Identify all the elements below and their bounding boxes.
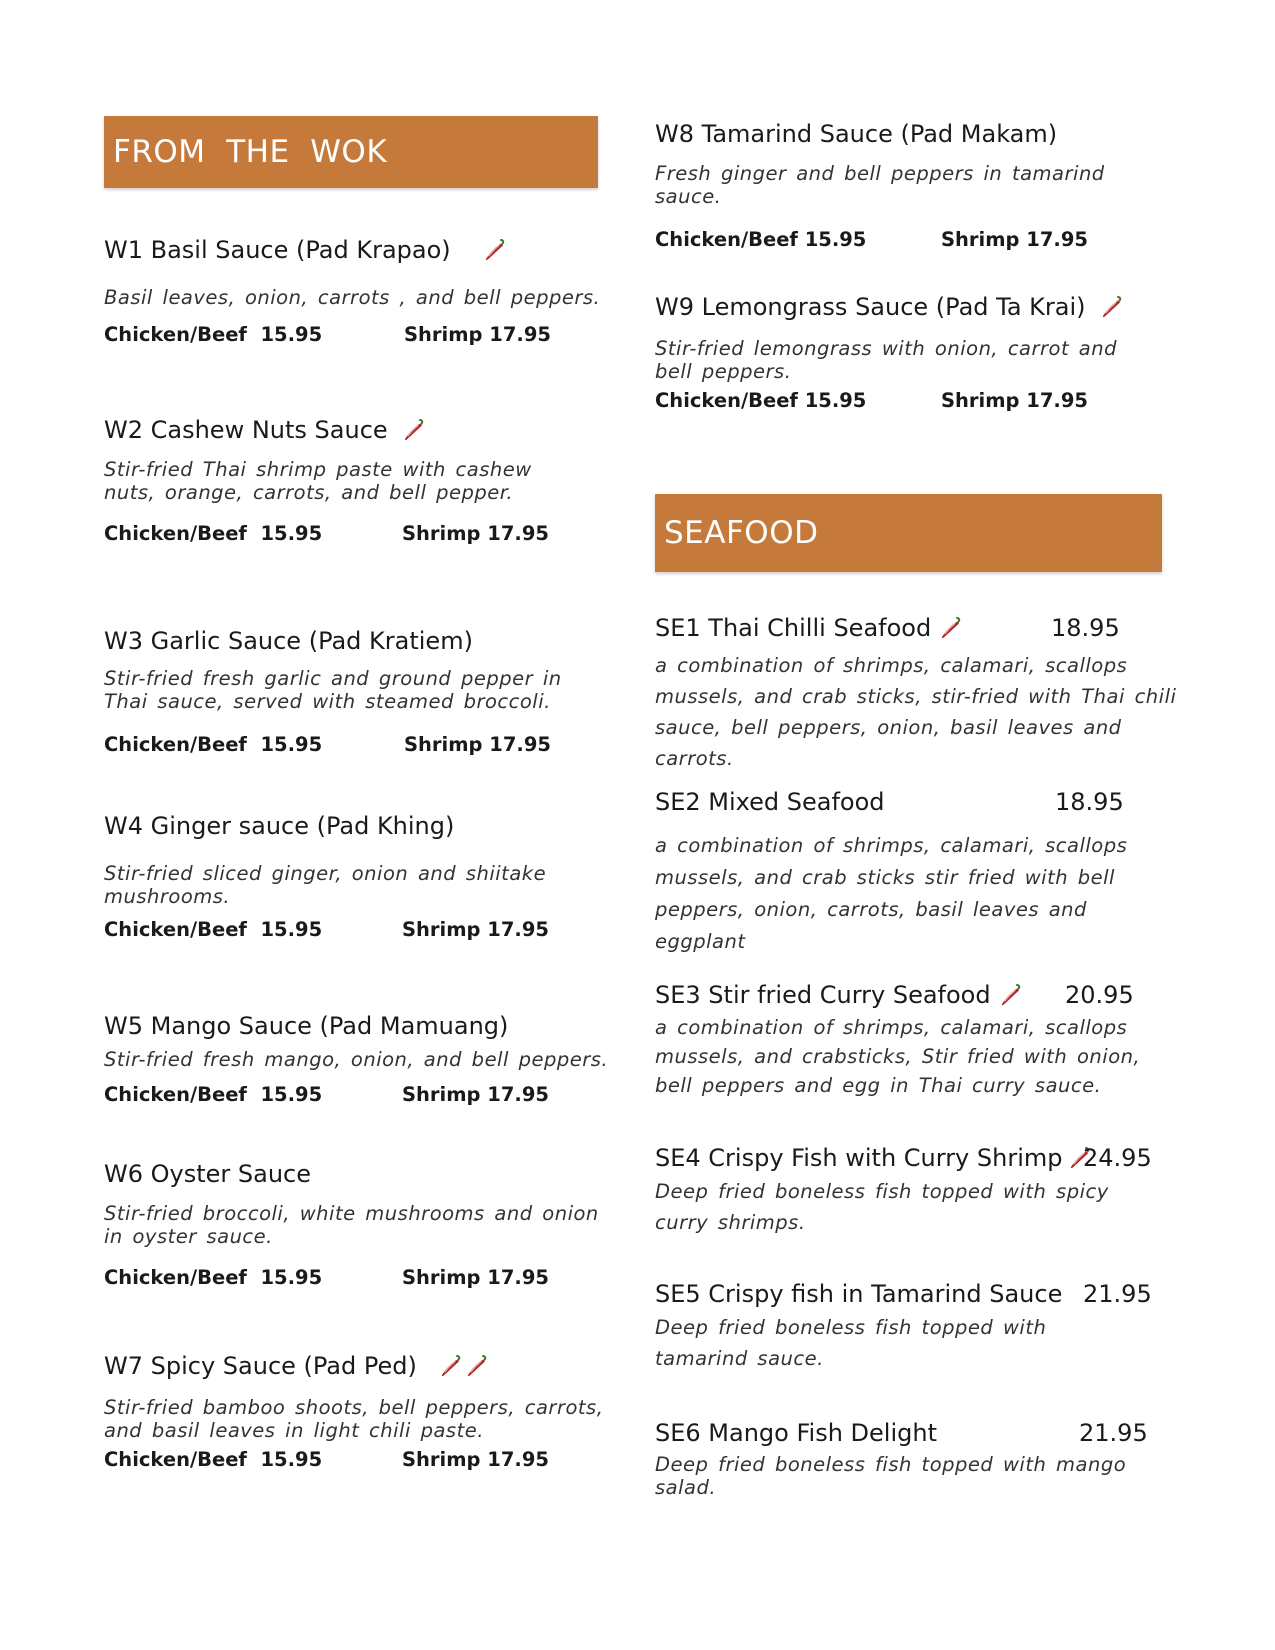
menu-item-w9	[655, 293, 1175, 415]
item-title: SE5 Crispy fish in Tamarind Sauce	[655, 1280, 1063, 1308]
item-prices	[104, 522, 624, 548]
price-shrimp: Shrimp 17.95	[402, 1266, 549, 1289]
item-description: a combination of shrimps, calamari, scallops mussels, and crabsticks, Stir fried with onion, bell peppers and egg in Thai curry sauce.	[655, 1016, 1141, 1097]
item-title: W7 Spicy Sauce (Pad Ped)	[104, 1352, 417, 1380]
item-prices	[104, 1083, 624, 1109]
price-shrimp: Shrimp 17.95	[941, 389, 1088, 412]
item-title: SE4 Crispy Fish with Curry Shrimp	[655, 1144, 1063, 1172]
price-shrimp: Shrimp 17.95	[402, 1083, 549, 1106]
menu-item-w2	[104, 416, 624, 548]
menu-item-se6	[655, 1419, 1185, 1499]
section-header-wok	[104, 116, 598, 188]
item-price: 21.95	[1083, 1280, 1152, 1308]
item-description: Deep fried boneless fish topped with mango salad.	[655, 1453, 1127, 1499]
item-description: a combination of shrimps, calamari, scallops mussels, and crab sticks stir fried with bell peppers, onion, carrots, basil leaves and eggplant	[655, 834, 1128, 953]
item-title: SE3 Stir fried Curry Seafood	[655, 981, 991, 1009]
item-price: 20.95	[1065, 981, 1134, 1009]
item-title: W4 Ginger sauce (Pad Khing)	[104, 812, 455, 840]
item-description: Stir-fried fresh mango, onion, and bell peppers.	[104, 1048, 609, 1071]
item-price: 18.95	[1051, 614, 1120, 642]
price-shrimp: Shrimp 17.95	[402, 522, 549, 545]
item-prices	[104, 733, 624, 759]
item-title: SE1 Thai Chilli Seafood	[655, 614, 932, 642]
chili-icon	[481, 237, 507, 263]
item-description: a combination of shrimps, calamari, scallops mussels, and crab sticks, stir-fried with Thai chili sauce, bell peppers, onion, basil leaves and carrots.	[655, 654, 1177, 770]
item-prices	[655, 389, 1175, 415]
menu-item-w1	[104, 236, 624, 349]
price-chicken-beef: Chicken/Beef 15.95	[655, 228, 867, 251]
item-description: Stir-fried Thai shrimp paste with cashew nuts, orange, carrots, and bell pepper.	[104, 458, 532, 504]
item-title: SE6 Mango Fish Delight	[655, 1419, 937, 1447]
price-shrimp: Shrimp 17.95	[941, 228, 1088, 251]
menu-item-se2	[655, 788, 1185, 958]
menu-item-w5	[104, 1012, 624, 1109]
menu-item-w3	[104, 627, 624, 759]
chili-icon	[1098, 294, 1124, 320]
item-description: Basil leaves, onion, carrots , and bell peppers.	[104, 286, 601, 309]
item-prices	[104, 1266, 624, 1292]
item-description: Deep fried boneless fish topped with spicy curry shrimps.	[655, 1180, 1109, 1234]
section-title: SEAFOOD	[664, 515, 819, 551]
price-chicken-beef: Chicken/Beef 15.95	[104, 1083, 323, 1106]
section-title: FROM THE WOK	[113, 134, 388, 170]
item-description: Stir-fried bamboo shoots, bell peppers, carrots, and basil leaves in light chili paste.	[104, 1396, 604, 1442]
chili-icon	[463, 1353, 489, 1379]
price-shrimp: Shrimp 17.95	[402, 918, 549, 941]
price-shrimp: Shrimp 17.95	[404, 733, 551, 756]
price-chicken-beef: Chicken/Beef 15.95	[104, 733, 323, 756]
item-title: W5 Mango Sauce (Pad Mamuang)	[104, 1012, 509, 1040]
item-description: Stir-fried lemongrass with onion, carrot and bell peppers.	[655, 337, 1117, 383]
item-title: W3 Garlic Sauce (Pad Kratiem)	[104, 627, 473, 655]
item-prices	[104, 323, 624, 349]
item-price: 18.95	[1055, 788, 1124, 816]
price-shrimp: Shrimp 17.95	[402, 1448, 549, 1471]
item-title: W8 Tamarind Sauce (Pad Makam)	[655, 120, 1058, 148]
price-shrimp: Shrimp 17.95	[404, 323, 551, 346]
menu-item-se4	[655, 1144, 1185, 1238]
menu-item-se5	[655, 1280, 1185, 1374]
item-description: Stir-fried fresh garlic and ground pepper in Thai sauce, served with steamed broccoli.	[104, 667, 562, 713]
item-price: 24.95	[1083, 1144, 1152, 1172]
chili-icon	[400, 417, 426, 443]
item-price: 21.95	[1079, 1419, 1148, 1447]
menu-item-w4	[104, 812, 624, 944]
price-chicken-beef: Chicken/Beef 15.95	[104, 1266, 323, 1289]
item-prices	[104, 918, 624, 944]
item-title: W6 Oyster Sauce	[104, 1160, 312, 1188]
menu-item-se1	[655, 614, 1185, 774]
section-header-seafood	[655, 494, 1162, 572]
chili-icon	[937, 615, 963, 641]
item-prices	[655, 228, 1175, 254]
chili-icon	[997, 982, 1023, 1008]
item-title: W9 Lemongrass Sauce (Pad Ta Krai)	[655, 293, 1086, 321]
price-chicken-beef: Chicken/Beef 15.95	[104, 1448, 323, 1471]
menu-item-w6	[104, 1160, 624, 1292]
price-chicken-beef: Chicken/Beef 15.95	[104, 918, 323, 941]
item-description: Stir-fried broccoli, white mushrooms and onion in oyster sauce.	[104, 1202, 599, 1248]
price-chicken-beef: Chicken/Beef 15.95	[655, 389, 867, 412]
item-description: Stir-fried sliced ginger, onion and shiitake mushrooms.	[104, 862, 547, 908]
menu-item-se3	[655, 981, 1185, 1100]
menu-item-w8	[655, 120, 1175, 254]
item-title: W1 Basil Sauce (Pad Krapao)	[104, 236, 451, 264]
chili-icon	[437, 1353, 463, 1379]
item-title: W2 Cashew Nuts Sauce	[104, 416, 388, 444]
item-title: SE2 Mixed Seafood	[655, 788, 885, 816]
item-description: Fresh ginger and bell peppers in tamarind sauce.	[655, 162, 1105, 208]
item-description: Deep fried boneless fish topped with tamarind sauce.	[655, 1316, 1047, 1370]
price-chicken-beef: Chicken/Beef 15.95	[104, 323, 323, 346]
menu-item-w7	[104, 1352, 624, 1474]
item-prices	[104, 1448, 624, 1474]
price-chicken-beef: Chicken/Beef 15.95	[104, 522, 323, 545]
